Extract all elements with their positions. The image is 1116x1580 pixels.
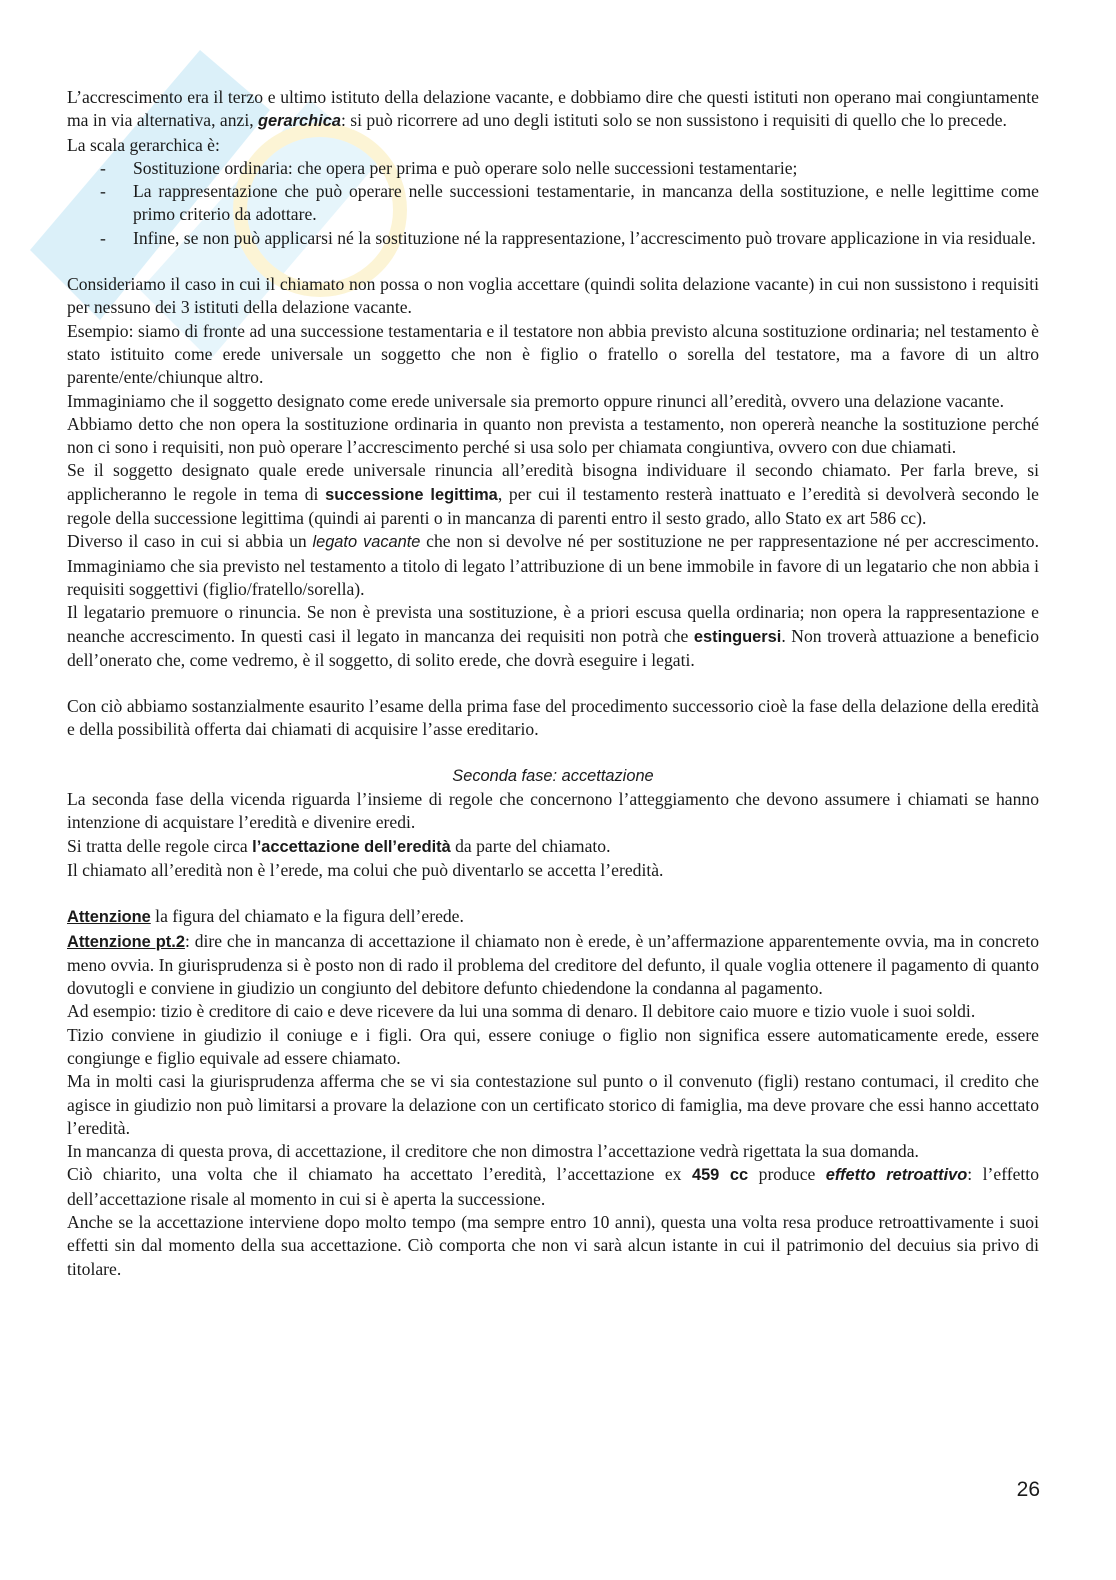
paragraph: Attenzione pt.2: dire che in mancanza di accettazione il chiamato non è erede, è un’affermazione apparentemente ovvia, ma in concreto meno ovvia. In giurisprudenza si è posto non di rado il problema del creditore del defunto, il quale voglia ottenere il pagamento di quanto dovutogli e conviene in giudizio un congiunto del debitore defunto chiedendone la condanna al pagamento. [67, 930, 1040, 999]
paragraph: Tizio conviene in giudizio il coniuge e i figli. Ora qui, essere coniuge o figlio non significa essere automaticamente erede, essere congiunge e figlio equivale ad essere chiamato. [67, 1024, 1039, 1068]
emphasis-gerarchica: gerarchica [258, 112, 341, 131]
hierarchy-list [67, 157, 1039, 250]
paragraph: Attenzione la figura del chiamato e la figura dell’erede. [67, 906, 464, 927]
attention-label: Attenzione [67, 908, 151, 927]
paragraph: Diverso il caso in cui si abbia un legato vacante che non si devolve né per sostituzione ne per rappresentazione né per accrescimento. Immaginiamo che sia previsto nel testamento a titolo di legato l’attribuzione di un bene immobile in favore di un legatario che non abbia i requisiti soggettivi (figlio/fratello/sorella). [67, 531, 1039, 599]
paragraph: In mancanza di questa prova, di accettazione, il creditore che non dimostra l’accettazione vedrà rigettata la sua domanda. [67, 1141, 919, 1162]
paragraph: Si tratta delle regole circa l’accettazione dell’eredità da parte del chiamato. [67, 835, 611, 856]
page-number: 26 [1016, 1478, 1040, 1501]
list-item: - Sostituzione ordinaria: che opera per prima e può operare solo nelle successioni testamentarie; [67, 157, 1039, 180]
emphasis-estinguersi: estinguersi [693, 627, 782, 646]
document-body [67, 86, 1039, 1281]
paragraph: Ma in molti casi la giurisprudenza afferma che se vi sia contestazione sul punto o il convenuto (figli) restano contumaci, il credito che agisce in giudizio non può limitarsi a provare la delazione con un certificato storico di famiglia, ma deve provare che essi hanno accettato l’eredità. [67, 1071, 1039, 1138]
emphasis-successione-legittima: successione legittima [325, 485, 498, 504]
emphasis-459-cc: 459 cc [691, 1166, 749, 1185]
section-heading: Seconda fase: accettazione [452, 766, 654, 785]
paragraph: Il legatario premuore o rinuncia. Se non è prevista una sostituzione, è a priori escusa quella ordinaria; non opera la rappresentazione e neanche accrescimento. In questi casi il legato in mancanza dei requisiti non potrà che estinguersi. Non troverà attuazione a beneficio dell’onerato che, come vedremo, è il soggetto, di solito erede, che dovrà eseguire i legati. [67, 602, 1040, 670]
paragraph: Consideriamo il caso in cui il chiamato non possa o non voglia accettare (quindi solita delazione vacante) in cui non sussistono i requisiti per nessuno dei 3 istituti della delazione vacante. [67, 274, 1039, 318]
paragraph: Il chiamato all’eredità non è l’erede, ma colui che può diventarlo se accetta l’eredità. [67, 859, 664, 880]
paragraph: La seconda fase della vicenda riguarda l’insieme di regole che concernono l’atteggiamento che devono assumere i chiamati se hanno intenzione di acquistare l’eredità e divenire eredi. [67, 789, 1039, 833]
paragraph: Ad esempio: tizio è creditore di caio e deve ricevere da lui una somma di denaro. Il debitore caio muore e tizio vuole i suoi soldi. [67, 1001, 976, 1022]
paragraph: Esempio: siamo di fronte ad una successione testamentaria e il testatore non abbia previsto alcuna sostituzione ordinaria; nel testamento è stato istituito come erede universale un soggetto che non è figlio o fratello o sorella del testatore, ma a favore di un altro parente/ente/chiunque altro. [67, 320, 1039, 388]
emphasis-accettazione: l’accettazione dell’eredità [252, 837, 451, 856]
attention-label-2: Attenzione pt.2 [67, 932, 185, 951]
list-item: - Infine, se non può applicarsi né la sostituzione né la rappresentazione, l’accrescimento può trovare applicazione in via residuale. [67, 227, 1039, 250]
paragraph: Abbiamo detto che non opera la sostituzione ordinaria in quanto non prevista a testamento, non opererà neanche la sostituzione perché non ci sono i requisiti, non può operare l’accrescimento perché si usa solo per chiamata congiuntiva, ovvero con due chiamati. [67, 413, 1039, 458]
paragraph: La scala gerarchica è: [67, 134, 220, 155]
list-item: - La rappresentazione che può operare nelle successioni testamentarie, in mancanza della sostituzione, e nelle legittime come primo criterio da adottare. [67, 180, 1039, 227]
paragraph: Ciò chiarito, una volta che il chiamato ha accettato l’eredità, l’accettazione ex 459 cc produce effetto retroattivo: l’effetto dell’accettazione risale al momento in cui si è aperta la successione. [67, 1164, 1039, 1209]
paragraph: Anche se la accettazione interviene dopo molto tempo (ma sempre entro 10 anni), questa una volta resa produce retroattivamente i suoi effetti sin dal momento della sua accettazione. Ciò comporta che non vi sarà alcun istante in cui il patrimonio del decuius sia privo di titolare. [67, 1212, 1039, 1279]
paragraph: Immaginiamo che il soggetto designato come erede universale sia premorto oppure rinunci all’eredità, ovvero una delazione vacante. [67, 390, 1004, 411]
emphasis-effetto-retroattivo: effetto retroattivo [825, 1166, 968, 1185]
paragraph: L’accrescimento era il terzo e ultimo istituto della delazione vacante, e dobbiamo dire che questi istituti non operano mai congiuntamente ma in via alternativa, anzi, gerarchica: si può ricorrere ad uno degli istituti solo se non sussistono i requisiti di quello che lo precede. [67, 87, 1039, 131]
paragraph: Se il soggetto designato quale erede universale rinuncia all’eredità bisogna individuare il secondo chiamato. Per farla breve, si applicheranno le regole in tema di successione legittima, per cui il testamento resterà inattuato e l’eredità si devolverà secondo le regole della successione legittima (quindi ai parenti o in mancanza di parenti entro il sesto grado, allo Stato ex art 586 cc). [67, 460, 1039, 529]
paragraph: Con ciò abbiamo sostanzialmente esaurito l’esame della prima fase del procedimento successorio cioè la fase della delazione della eredità e della possibilità offerta dai chiamati di acquisire l’asse ereditario. [67, 696, 1039, 740]
emphasis-legato-vacante: legato vacante [312, 533, 421, 552]
